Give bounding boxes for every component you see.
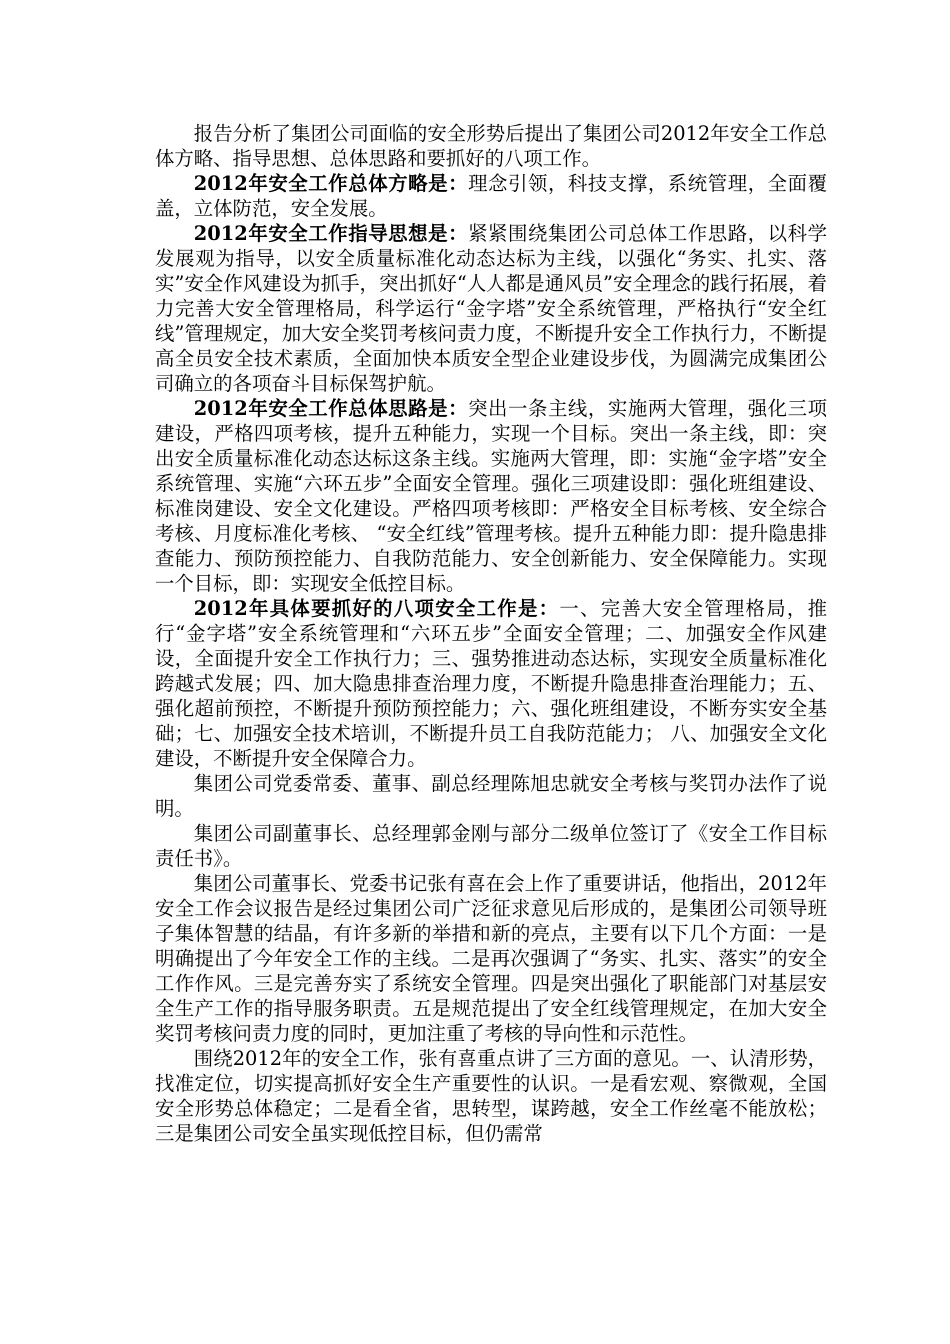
- paragraph-strategy: [155, 171, 827, 221]
- document-body: [155, 121, 827, 1146]
- paragraph-text: 集团公司副董事长、总经理郭金刚与部分二级单位签订了《安全工作目标责任书》。: [155, 822, 827, 870]
- paragraph-lead: 2012年具体要抓好的八项安全工作是：: [193, 597, 560, 620]
- paragraph-guiding-thought: [155, 221, 827, 396]
- paragraph-assessment-note: [155, 771, 827, 821]
- paragraph-responsibility-signing: [155, 821, 827, 871]
- paragraph-text: 集团公司党委常委、董事、副总经理陈旭忠就安全考核与奖罚办法作了说明。: [155, 772, 827, 820]
- paragraph-eight-tasks: [155, 596, 827, 771]
- paragraph-text: 集团公司董事长、党委书记张有喜在会上作了重要讲话，他指出，2012年安全工作会议报告是经过集团公司广泛征求意见后形成的，是集团公司领导班子集体智慧的结晶，有许多新的举措和新的亮点，主要有以下几个方面：一是明确提出了今年安全工作的主线。二是再次强调了“务实、扎实、落实”的安全工作作风。三是完善夯实了系统安全管理。四是突出强化了职能部门对基层安全生产工作的指导服务职责。五是规范提出了安全红线管理规定，在加大安全奖罚考核问责力度的同时，更加注重了考核的导向性和示范性。: [155, 872, 827, 1045]
- paragraph-text: 突出一条主线，实施两大管理，强化三项建设，严格四项考核，提升五种能力，实现一个目标。突出一条主线，即：突出安全质量标准化动态达标这条主线。实施两大管理，即：实施“金字塔”安全系统管理、实施“六环五步”全面安全管理。强化三项建设即：强化班组建设、标准岗建设、安全文化建设。严格四项考核即：严格安全目标考核、安全综合考核、月度标准化考核、 “安全红线”管理考核。提升五种能力即：提升隐患排查能力、预防预控能力、自我防范能力、安全创新能力、安全保障能力。实现一个目标，即：实现安全低控目标。: [155, 397, 828, 595]
- paragraph-text: 围绕2012年的安全工作，张有喜重点讲了三方面的意见。一、认清形势，找准定位，切实提高抓好安全生产重要性的认识。一是看宏观、察微观，全国安全形势总体稳定；二是看全省，思转型，谋跨越，安全工作丝毫不能放松；三是集团公司安全虽实现低控目标，但仍需常: [155, 1047, 827, 1145]
- paragraph-overall-approach: [155, 396, 827, 596]
- paragraph-text: 报告分析了集团公司面临的安全形势后提出了集团公司2012年安全工作总体方略、指导思想、总体思路和要抓好的八项工作。: [155, 122, 827, 170]
- paragraph-lead: 2012年安全工作总体方略是：: [193, 172, 469, 195]
- paragraph-text: 紧紧围绕集团公司总体工作思路，以科学发展观为指导，以安全质量标准化动态达标为主线，以强化“务实、扎实、落实”安全作风建设为抓手，突出抓好“人人都是通风员”安全理念的践行拓展，着力完善大安全管理格局，科学运行“金字塔”安全系统管理，严格执行“安全红线”管理规定，加大安全奖罚考核问责力度，不断提升安全工作执行力，不断提高全员安全技术素质，全面加快本质安全型企业建设步伐，为圆满完成集团公司确立的各项奋斗目标保驾护航。: [155, 222, 828, 395]
- paragraph-intro: [155, 121, 827, 171]
- paragraph-lead: 2012年安全工作指导思想是：: [193, 222, 469, 245]
- paragraph-chairman-speech: [155, 871, 827, 1046]
- paragraph-three-opinions: [155, 1046, 827, 1146]
- paragraph-text: 理念引领，科技支撑，系统管理，全面覆盖，立体防范，安全发展。: [155, 172, 828, 220]
- paragraph-lead: 2012年安全工作总体思路是：: [193, 397, 469, 420]
- paragraph-text: 一、完善大安全管理格局，推行“金字塔”安全系统管理和“六环五步”全面安全管理；二、加强安全作风建设，全面提升安全工作执行力；三、强势推进动态达标，实现安全质量标准化跨越式发展；四、加大隐患排查治理力度，不断提升隐患排查治理能力；五、强化超前预控，不断提升预防预控能力；六、强化班组建设，不断夯实安全基础；七、加强安全技术培训，不断提升员工自我防范能力； 八、加强安全文化建设，不断提升安全保障合力。: [155, 597, 828, 770]
